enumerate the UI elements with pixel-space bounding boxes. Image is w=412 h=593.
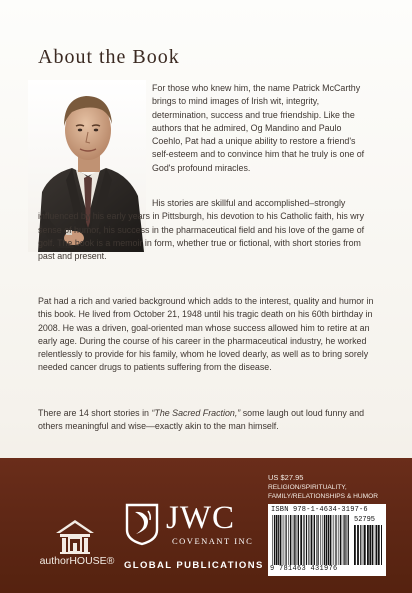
paragraph-background: Pat had a rich and varied background which adds to the interest, quality and humor in this book. He lived from October 21, 1948 until his tragic death on his 60th birthday in 2008. He was a driven, goal-oriented man whose success allowed him to retire at an early age. During the course of his career in the pharmaceutical industry, he worked relentlessly to provide for his family, whom he loved dearly, as well as to bring sorely needed cancer drugs to patients suffering from the disease.: [38, 296, 374, 373]
category-label: [268, 484, 398, 501]
barcode-bar: [335, 515, 336, 565]
barcode-bar: [344, 515, 345, 565]
barcode-bar: [303, 515, 304, 565]
barcode: [268, 504, 386, 576]
authorhouse-logo-icon: [54, 517, 96, 555]
barcode-bar: [280, 515, 281, 565]
barcode-bar: [357, 525, 359, 565]
barcode-bar: [354, 525, 356, 565]
barcode-bar: [348, 515, 349, 565]
barcode-bar: [342, 515, 343, 565]
category-line-2: FAMILY/RELATIONSHIPS & HUMOR: [268, 492, 379, 500]
barcode-bar: [372, 525, 373, 565]
barcode-bar: [297, 515, 298, 565]
barcode-bar: [381, 525, 382, 565]
paragraph-stories: His stories are skillful and accomplished–strongly influenced by his early years in Pittsburgh, his devotion to his Catholic faith, his wry sense of humor, his success in the pharmaceutical field and his love of the game of golf. The book is a memoir in form, whether true or fictional, with short stories from past and present.: [38, 198, 365, 262]
barcode-bar: [306, 515, 307, 565]
barcode-bar: [278, 515, 279, 565]
authorhouse-logo: [34, 517, 116, 571]
barcode-bar: [310, 515, 311, 565]
barcode-bar: [300, 515, 302, 565]
barcode-bar: [378, 525, 380, 565]
barcode-bar: [272, 515, 273, 565]
barcode-bar: [290, 515, 291, 565]
book-title-italic: “The Sacred Fraction,”: [151, 408, 241, 418]
barcode-bar: [298, 515, 299, 565]
barcode-digits: 9 781463 431976: [270, 565, 338, 573]
barcode-bar: [347, 515, 348, 565]
barcode-bar: [282, 515, 283, 565]
barcode-bar: [276, 515, 278, 565]
barcode-bar: [288, 515, 289, 565]
barcode-bar: [313, 515, 314, 565]
barcode-addon-bars: [354, 525, 382, 565]
barcode-bar: [332, 515, 333, 565]
barcode-bar: [360, 525, 361, 565]
jwc-global-publications: GLOBAL PUBLICATIONS: [124, 560, 264, 571]
barcode-bar: [374, 525, 375, 565]
barcode-bar: [311, 515, 312, 565]
barcode-bar: [367, 525, 369, 565]
barcode-main-bars: [272, 515, 350, 565]
price-code: 52795: [354, 516, 376, 524]
barcode-bar: [322, 515, 323, 565]
barcode-bar: [316, 515, 317, 565]
barcode-bar: [369, 525, 371, 565]
barcode-bar: [328, 515, 329, 565]
barcode-bar: [308, 515, 309, 565]
isbn-text: ISBN 978-1-4634-3197-6: [271, 506, 368, 514]
barcode-bar: [320, 515, 321, 565]
barcode-bar: [318, 515, 319, 565]
summary-text-end: some laugh out loud funny and others meaningful and wise—exactly akin to the man himself.: [38, 408, 365, 432]
barcode-bar: [334, 515, 335, 565]
authorhouse-name: authorHOUSE®: [39, 555, 115, 567]
jwc-letters: JWC: [166, 500, 235, 536]
jwc-emblem-icon: [124, 502, 160, 546]
barcode-bar: [294, 515, 295, 565]
barcode-bar: [330, 515, 331, 565]
barcode-bar: [274, 515, 275, 565]
barcode-bar: [363, 525, 364, 565]
barcode-bar: [284, 515, 285, 565]
barcode-bar: [295, 515, 296, 565]
barcode-bar: [326, 515, 328, 565]
barcode-bar: [292, 515, 293, 565]
category-line-1: RELIGION/SPIRITUALITY,: [268, 484, 347, 491]
jwc-logo: [124, 500, 264, 582]
jwc-covenant-text: COVENANT INC: [172, 536, 254, 546]
price-label: US $27.95: [268, 473, 304, 482]
barcode-bar: [324, 515, 325, 565]
summary-text-start: There are 14 short stories in: [38, 408, 152, 418]
barcode-bar: [314, 515, 315, 565]
barcode-bar: [345, 515, 346, 565]
barcode-bar: [340, 515, 341, 565]
paragraph-summary: [38, 407, 380, 434]
barcode-bar: [376, 525, 378, 565]
page-title: About the Book: [38, 46, 180, 68]
barcode-bar: [286, 515, 287, 565]
barcode-bar: [364, 525, 366, 565]
barcode-bar: [338, 515, 339, 565]
paragraph-intro: For those who knew him, the name Patrick McCarthy brings to mind images of Irish wit, integrity, determination, success and true friendship. Like the authors that he admired, Og Mandino and Paulo Coehlo, Pat had a unique ability to restore a friend's self-esteem and to convince him that he truly is one of God's profound miracles.: [152, 83, 365, 173]
